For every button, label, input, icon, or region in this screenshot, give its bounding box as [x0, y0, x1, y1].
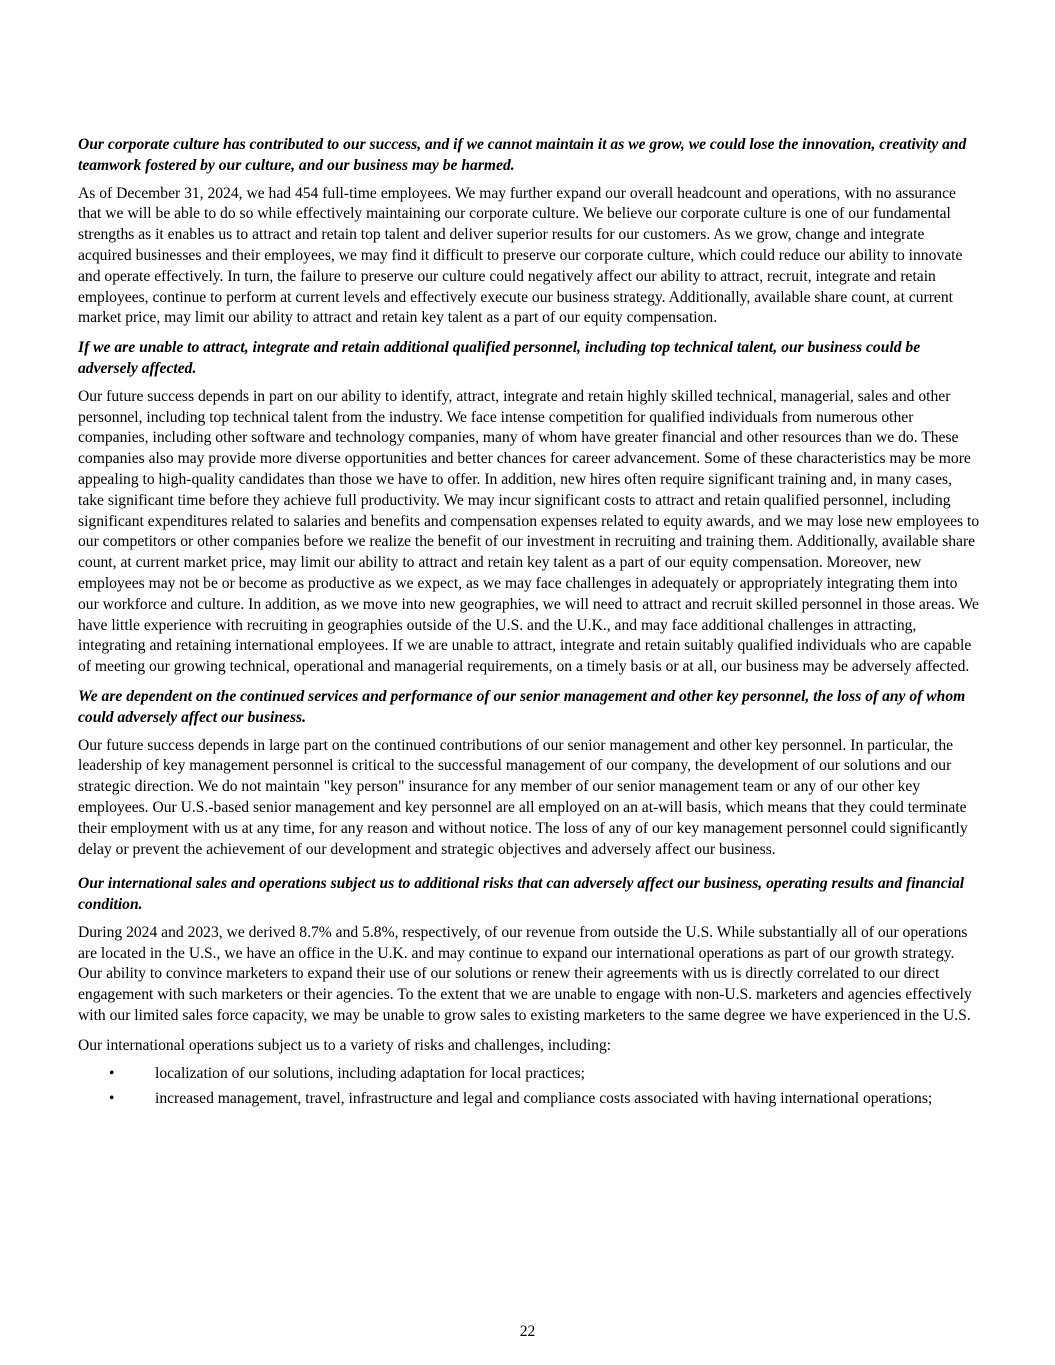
section-paragraph-senior-management: Our future success depends in large part on the continued contributions of our senior management and other key personnel. In particular, the leadership of key management personnel is critical to the successful management of our company, the development of our solutions and our strategic direction. We do not maintain "key person" insurance for any member of our senior management team or any of our other key employees. Our U.S.-based senior management and key personnel are all employed on an at-will basis, which means that they could terminate their employment with us at any time, for any reason and without notice. The loss of any of our key management personnel could significantly delay or prevent the achievement of our development and strategic objectives and adversely affect our business. — [78, 736, 968, 858]
list-item-text: localization of our solutions, including adaptation for local practices; — [155, 1064, 586, 1082]
document-page — [78, 135, 981, 1115]
section-heading-qualified-personnel: If we are unable to attract, integrate and retain additional qualified personnel, including top technical talent, our business could be adversely affected. — [78, 339, 921, 377]
section-intro-international-risks: Our international operations subject us to a variety of risks and challenges, including: — [78, 1036, 612, 1054]
section-heading-senior-management: We are dependent on the continued services and performance of our senior management and other key personnel, the loss of any of whom could adversely affect our business. — [78, 687, 966, 726]
section-heading-international-sales: Our international sales and operations subject us to additional risks that can adversely affect our business, operating results and financial condition. — [78, 875, 965, 914]
section-paragraph-corporate-culture: As of December 31, 2024, we had 454 full-time employees. We may further expand our overall headcount and operations, with no assurance that we will be able to do so while effectively maintaining our corporate culture. We believe our corporate culture is one of our fundamental strengths as it enables us to attract and retain top talent and deliver superior results for our customers. As we grow, change and integrate acquired businesses and their employees, we may find it difficult to preserve our corporate culture, which could reduce our ability to innovate and operate effectively. In turn, the failure to preserve our culture could negatively affect our ability to attract, recruit, integrate and retain employees, continue to perform at current levels and effectively execute our business strategy. Additionally, available share count, at current market price, may limit our ability to attract and retain key talent as a part of our equity compensation. — [78, 184, 963, 327]
bullet-icon: • — [109, 1090, 115, 1108]
risk-bullet-list — [78, 1064, 981, 1111]
section-heading-corporate-culture: Our corporate culture has contributed to our success, and if we cannot maintain it as we grow, we could lose the innovation, creativity and teamwork fostered by our culture, and our business may be harmed. — [78, 136, 967, 174]
list-item — [78, 1064, 981, 1085]
section-paragraph-international-sales: During 2024 and 2023, we derived 8.7% and 5.8%, respectively, of our revenue from outside the U.S. While substantially all of our operations are located in the U.S., we have an office in the U.K. and may continue to expand our international operations as part of our growth strategy. Our ability to convince marketers to expand their use of our solutions or renew their agreements with us is directly correlated to our direct engagement with such marketers or their agencies. To the extent that we are unable to engage with non-U.S. marketers and agencies effectively with our limited sales force capacity, we may be unable to grow sales to existing marketers to the same degree we have experienced in the U.S. — [78, 923, 972, 1025]
list-item — [78, 1089, 981, 1110]
section-paragraph-qualified-personnel: Our future success depends in part on our ability to identify, attract, integrate and retain highly skilled technical, managerial, sales and other personnel, including top technical talent from the industry. We face intense competition for qualified individuals from numerous other companies, including other software and technology companies, many of whom have greater financial and other resources than we do. These companies also may provide more diverse opportunities and better chances for career advancement. Some of these characteristics may be more appealing to high-quality candidates than those we have to offer. In addition, new hires often require significant training and, in many cases, take significant time before they achieve full productivity. We may incur significant costs to attract and retain qualified personnel, including significant expenditures related to salaries and benefits and compensation expenses related to equity awards, and we may lose new employees to our competitors or other companies before we realize the benefit of our investment in recruiting and training them. Additionally, available share count, at current market price, may limit our ability to attract and retain key talent as a part of our equity compensation. Moreover, new employees may not be or become as productive as we expect, as we may face challenges in adequately or appropriately integrating them into our workforce and culture. In addition, as we move into new geographies, we will need to attract and recruit skilled personnel in those areas. We have little experience with recruiting in geographies outside of the U.S. and the U.K., and may face additional challenges in attracting, integrating and retaining international employees. If we are unable to attract, integrate and retain suitably qualified individuals who are capable of meeting our growing technical, operational and managerial requirements, on a timely basis or at all, our business may be adversely affected. — [78, 387, 980, 676]
list-item-text: increased management, travel, infrastructure and legal and compliance costs associated with having international operations; — [155, 1090, 933, 1108]
bullet-icon: • — [109, 1064, 115, 1082]
page-number: 22 — [519, 1323, 536, 1340]
